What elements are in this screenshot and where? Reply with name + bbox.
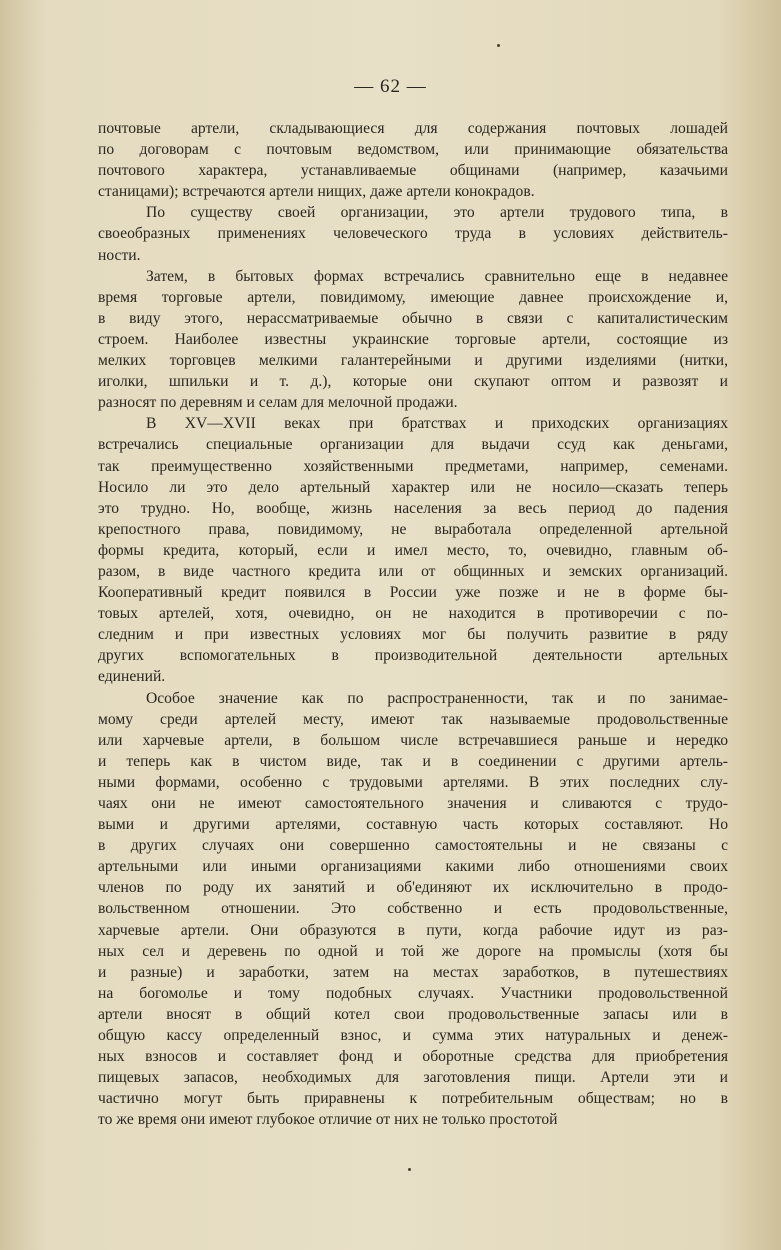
text-line: мелких торговцев мелкими галантерейными и другими изделиями (нитки, [98, 352, 728, 370]
text-line: разом, в виде частного кредита или от общинных и земских организаций. [98, 562, 728, 580]
text-line: то же время они имеют глубокое отличие от них не только простотой [98, 1111, 558, 1129]
text-line: это трудно. Но, вообще, жизнь населения за весь период до падения [98, 499, 728, 517]
ink-speck [408, 1168, 411, 1171]
text-line: членов по роду их занятий и об'единяют их исключительно в продо- [98, 879, 728, 897]
text-line: товых артелей, хотя, очевидно, он не находится в противоречии с по- [98, 605, 728, 623]
text-line: артельными или иными организациями какими либо отношениями своих [98, 858, 728, 876]
text-line: разносят по деревням и селам для мелочной продажи. [98, 394, 458, 412]
text-line: почтового характера, устанавливаемые общинами (например, казачьими [98, 162, 728, 180]
text-line: ных сел и деревень по одной и той же дороге на промыслы (хотя бы [98, 942, 728, 960]
text-line: следним и при известных условиях мог бы получить развитие в ряду [98, 626, 728, 644]
paragraph [98, 118, 728, 202]
ink-speck [497, 44, 500, 47]
text-line: и разные) и заработки, затем на местах заработков, в путешествиях [98, 963, 728, 981]
text-line: станицами); встречаются артели нищих, даже артели конокрадов. [98, 183, 535, 201]
text-line: почтовые артели, складывающиеся для содержания почтовых лошадей [98, 120, 728, 137]
paragraph [98, 413, 728, 687]
text-line: мому среди артелей месту, имеют так называемые продовольственные [98, 710, 728, 728]
text-line: иголки, шпильки и т. д.), которые они скупают оптом и развозят и [98, 373, 728, 391]
page-number: — 62 — [354, 76, 427, 97]
text-line: формы кредита, который, если и имел место, то, очевидно, главным об- [98, 541, 728, 559]
text-line: пищевых запасов, необходимых для заготовления пищи. Артели эти и [98, 1069, 728, 1087]
text-line: По существу своей организации, это артели трудового типа, в [146, 204, 728, 222]
text-line: В XV—XVII веках при братствах и приходских организациях [146, 415, 728, 433]
text-line: общую кассу определенный взнос, и сумма этих натуральных и денеж- [98, 1027, 728, 1045]
text-line: харчевые артели. Они образуются в пути, когда рабочие идут из раз- [98, 921, 728, 939]
text-line: единений. [98, 668, 166, 686]
text-line: частично могут быть приравнены к потребительным обществам; но в [98, 1090, 728, 1108]
text-line: вольственном отношении. Это собственно и есть продовольственные, [98, 900, 728, 918]
text-line: своеобразных применениях человеческого труда в условиях действитель- [98, 225, 728, 243]
text-line: других вспомогательных в производительной деятельности артельных [98, 647, 728, 665]
text-line: на богомолье и тому подобных случаях. Участники продовольственной [98, 984, 728, 1002]
text-line: или харчевые артели, в большом числе встречавшиеся раньше и нередко [98, 731, 728, 749]
text-line: по договорам с почтовым ведомством, или принимающие обязательства [98, 141, 728, 159]
text-line: чаях они не имеют самостоятельного значения и сливаются с трудо- [98, 795, 728, 812]
text-line: встречались специальные организации для выдачи ссуд как деньгами, [98, 436, 728, 454]
paragraph [98, 202, 728, 265]
text-line: ными формами, особенно с трудовыми артелями. В этих последних слу- [98, 773, 728, 791]
text-line: в других случаях они совершенно самостоятельны и не связаны с [98, 837, 728, 855]
text-line: и теперь как в чистом виде, так и в соединении с другими артель- [98, 752, 728, 770]
paragraph [98, 688, 728, 1131]
text-line: ных взносов и составляет фонд и оборотные средства для приобретения [98, 1048, 728, 1066]
text-line: артели вносят в общий котел свои продовольственные запасы или в [98, 1005, 728, 1023]
text-line: строем. Наиболее известны украинские торговые артели, состоящие из [98, 330, 728, 348]
text-line: Затем, в бытовых формах встречались сравнительно еще в недавнее [146, 267, 728, 285]
text-line: Кооперативный кредит появился в России уже позже и не в форме бы- [98, 584, 728, 602]
text-line: Носило ли это дело артельный характер или не носило—сказать теперь [98, 478, 728, 496]
text-line: время торговые артели, повидимому, имеющие давнее происхождение и, [98, 288, 728, 306]
text-line: в виду этого, нерассматриваемые обычно в связи с капиталистическим [98, 309, 728, 327]
text-line: крепостного права, повидимому, не выработала определенной артельной [98, 520, 728, 538]
text-line: так преимущественно хозяйственными предметами, например, семенами. [98, 457, 728, 475]
text-line: выми и другими артелями, составную часть которых составляют. Но [98, 816, 728, 834]
text-line: Особое значение как по распространенности, так и по занимае- [146, 689, 728, 707]
paragraph [98, 266, 728, 414]
text-line: ности. [98, 246, 141, 264]
body-text [98, 118, 728, 1131]
